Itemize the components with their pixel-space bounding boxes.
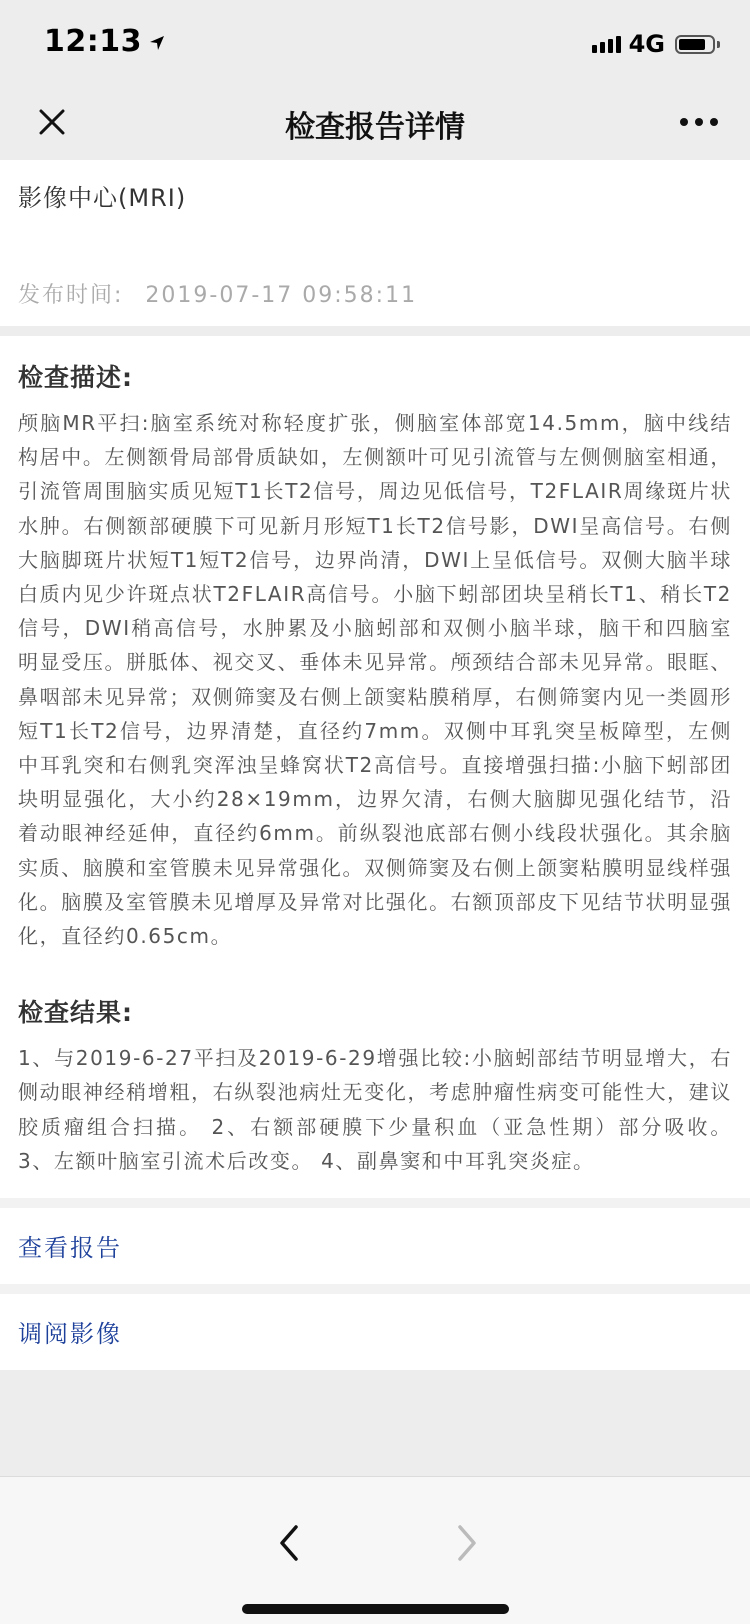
publish-time: 2019-07-17 09:58:11 xyxy=(145,283,418,308)
forward-button[interactable] xyxy=(450,1521,484,1565)
more-dot-icon xyxy=(710,118,718,126)
report-content xyxy=(0,160,750,1370)
browser-toolbar xyxy=(0,1476,750,1624)
status-bar xyxy=(0,0,750,88)
view-images-link[interactable]: 调阅影像 xyxy=(18,1320,122,1349)
description-text: 颅脑MR平扫:脑室系统对称轻度扩张，侧脑室体部宽14.5mm，脑中线结构居中。左侧额骨局部骨质缺如，左侧额叶可见引流管与左侧侧脑室相通，引流管周围脑实质见短T1长T2信号，周边见低信号，T2FLAIR周缘斑片状水肿。右侧额部硬膜下可见新月形短T1长T2信号影，DWI呈高信号。右侧大脑脚斑片状短T1短T2信号，边界尚清，DWI上呈低信号。双侧大脑半球白质内见少许斑点状T2FLAIR高信号。小脑下蚓部团块呈稍长T1、稍长T2信号，DWI稍高信号，水肿累及小脑蚓部和双侧小脑半球，脑干和四脑室明显受压。胼胝体、视交叉、垂体未见异常。颅颈结合部未见异常。眼眶、鼻咽部未见异常；双侧筛窦及右侧上颌窦粘膜稍厚，右侧筛窦内见一类圆形短T1长T2信号，边界清楚，直径约7mm。双侧中耳乳突呈板障型，左侧中耳乳突和右侧乳突浑浊呈蜂窝状T2高信号。直接增强扫描:小脑下蚓部团块明显强化，大小约28×19mm，边界欠清，右侧大脑脚见强化结节，沿着动眼神经延伸，直径约6mm。前纵裂池底部右侧小线段状强化。其余脑实质、脑膜和室管膜未见异常强化。双侧筛窦及右侧上颌窦粘膜明显线样强化。脑膜及室管膜未见增厚及异常对比强化。右额顶部皮下见结节状明显强化，直径约0.65cm。 xyxy=(18,411,732,949)
status-time xyxy=(44,24,166,59)
more-dot-icon xyxy=(680,118,688,126)
chevron-left-icon xyxy=(272,1521,306,1565)
divider xyxy=(0,1198,750,1208)
divider xyxy=(0,1284,750,1294)
result-text: 1、与2019-6-27平扫及2019-6-29增强比较:小脑蚓部结节明显增大，右侧动眼神经稍增粗，右纵裂池病灶无变化，考虑肿瘤性病变可能性大，建议胶质瘤组合扫描。 2、右额部硬膜下少量积血（亚急性期）部分吸收。 3、左额叶脑室引流术后改变。 4、副鼻窦和中耳乳突炎症。 xyxy=(18,1046,732,1173)
more-dot-icon xyxy=(695,118,703,126)
divider xyxy=(0,326,750,336)
description-title: 检查描述: xyxy=(18,363,133,392)
status-indicators xyxy=(592,30,720,58)
battery-tip xyxy=(717,41,720,48)
home-indicator[interactable] xyxy=(242,1604,509,1614)
result-title: 检查结果: xyxy=(18,998,133,1028)
location-arrow-icon xyxy=(148,34,166,52)
department-name: 影像中心(MRI) xyxy=(18,184,187,212)
more-button[interactable] xyxy=(674,102,724,142)
report-header xyxy=(0,160,750,326)
publish-info xyxy=(18,278,417,309)
battery-icon xyxy=(675,35,715,54)
publish-label: 发布时间: xyxy=(18,283,124,308)
chevron-right-icon xyxy=(450,1521,484,1565)
view-report-link[interactable]: 查看报告 xyxy=(18,1234,122,1263)
view-images-row[interactable] xyxy=(0,1294,750,1370)
page-title: 检查报告详情 xyxy=(285,110,465,145)
back-button[interactable] xyxy=(272,1521,306,1565)
view-report-row[interactable] xyxy=(0,1208,750,1284)
report-body xyxy=(0,336,750,1198)
navigation-bar xyxy=(0,88,750,160)
time-text: 12:13 xyxy=(44,24,142,59)
network-type: 4G xyxy=(628,30,665,58)
signal-icon xyxy=(592,36,621,53)
